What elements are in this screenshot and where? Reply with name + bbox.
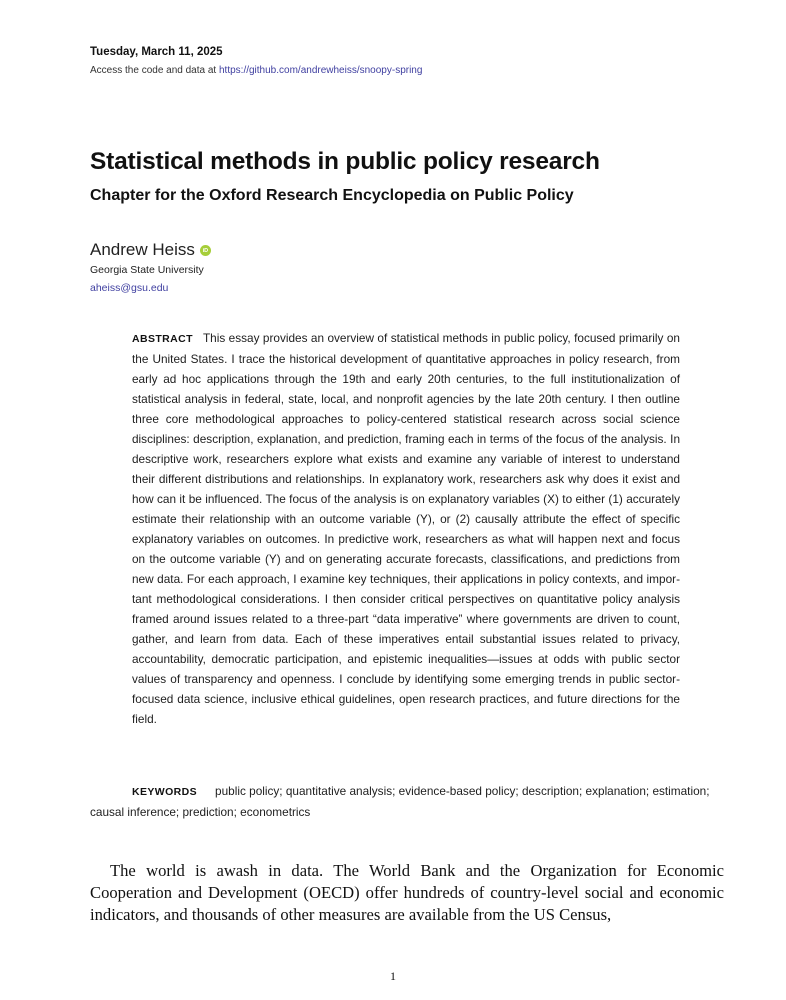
paper-title: Statistical methods in public policy research bbox=[90, 148, 600, 175]
access-prefix: Access the code and data at bbox=[90, 65, 217, 76]
page-number: 1 bbox=[390, 969, 396, 983]
paper-subtitle: Chapter for the Oxford Research Encyclopedia on Public Policy bbox=[90, 187, 574, 204]
author-email-link[interactable]: aheiss@gsu.edu bbox=[90, 282, 169, 294]
publication-date: Tuesday, March 11, 2025 bbox=[90, 46, 223, 58]
github-link[interactable]: https://github.com/andrewheiss/snoopy-spring bbox=[218, 65, 423, 76]
author-line bbox=[90, 240, 211, 260]
author-affiliation: Georgia State University bbox=[90, 264, 204, 276]
body-paragraph: The world is awash in data. The World Bank and the Organization for Economic Cooperation and Development (OECD) offer hundreds of country-level social and economic indicators, and thousands of other measures are available from the US Census, bbox=[90, 861, 724, 924]
author-name: Andrew Heiss bbox=[90, 240, 195, 259]
abstract-label: ABSTRACT bbox=[132, 333, 193, 345]
keywords-text: public policy; quantitative analysis; evidence-based policy; description; explanation; estimation; causal inference; prediction; econometrics bbox=[90, 784, 710, 819]
access-line bbox=[90, 65, 422, 76]
abstract-text: This essay provides an overview of statistical methods in public policy, focused primarily on the United States. I trace the historical development of quantitative approaches in policy research, from early ad hoc applications through the 19th and early 20th centuries, to the full institutionalization of statistical analysis in federal, state, local, and nonprofit agencies by the late 20th century. I then outline three core methodological approaches to policy-centered statistical research across social science disciplines: description, explanation, and prediction, framing each in terms of the focus of the analysis. In descriptive work, researchers explore what exists and examine any variable of interest to understand their different distributions and relationships. In explanatory work, researchers ask why does it exist and how can it be influenced. The focus of the analysis is on explanatory variables (X) to either (1) accurately estimate their relationship with an outcome variable (Y), or (2) causally attribute the effect of specific explanatory variables on outcomes. In predictive work, researchers as what will happen next and focus on the outcome variable (Y) and on generating accurate forecasts, classifications, and predictions from new data. For each approach, I examine key techniques, their applications in policy contexts, and important methodological considerations. I then consider critical perspectives on quantitative policy analysis framed around issues related to a three-part “data imperative” where governments are driven to count, gather, and learn from data. Each of these imperatives entail substantial issues related to privacy, accountability, democratic participation, and epistemic inequalities—issues at odds with public sector values of transparency and openness. I conclude by identifying some emerging trends in public sector-focused data science, inclusive ethical guidelines, open research practices, and future directions for the field. bbox=[132, 331, 680, 726]
abstract bbox=[132, 328, 680, 729]
keywords-label: KEYWORDS bbox=[132, 786, 198, 798]
orcid-icon[interactable]: iD bbox=[200, 245, 211, 256]
keywords bbox=[90, 781, 724, 822]
